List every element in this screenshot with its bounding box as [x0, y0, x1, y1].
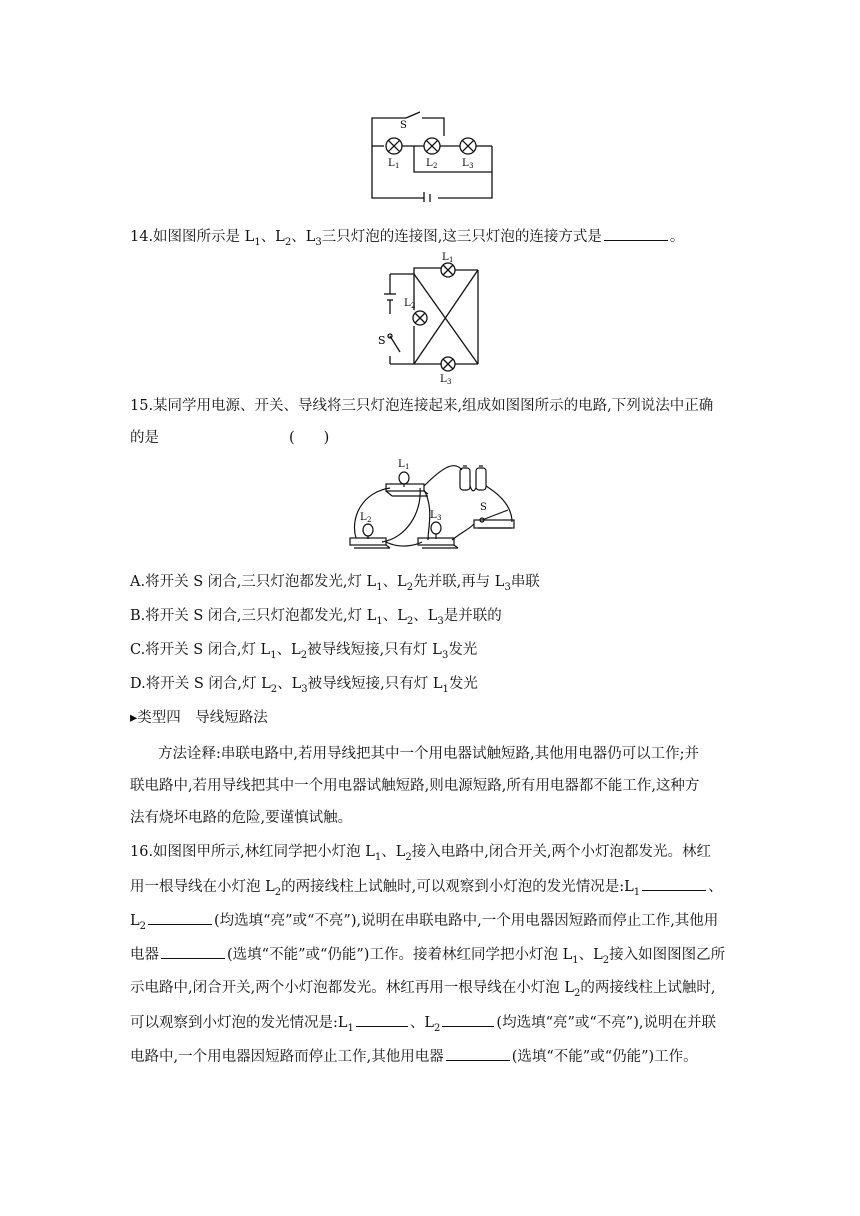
question-16-line2: 用一根导线在小灯泡 $L_2$的两接线柱上试触时,可以观察到小灯泡的发光情况是$:L_1$ 、 — [130, 876, 723, 903]
answer-blank[interactable] — [446, 1046, 510, 1061]
svg-text:3: 3 — [447, 378, 452, 386]
answer-blank[interactable] — [442, 1012, 494, 1027]
option-b[interactable]: B.将开关 S 闭合,三只灯泡都发光,灯 $L_1$、$L_2$、$L_3$是并联的 — [130, 608, 502, 627]
svg-text:2: 2 — [433, 162, 438, 170]
svg-text:3: 3 — [437, 514, 442, 522]
lamp-label-l2: L — [426, 158, 433, 169]
lamp-label-l2: L — [404, 298, 411, 309]
question-16-line7: 电路中,一个用电器因短路而停止工作,其他用电器 (选填“不能”或“仍能”)工作。 — [130, 1046, 698, 1067]
switch-label: S — [400, 120, 407, 131]
option-c[interactable]: C.将开关 S 闭合,灯 $L_1$、$L_2$被导线短接,只有灯 $L_3$发光 — [130, 642, 478, 661]
question-16-line4: 电器 (选填“不能”或“仍能”)工作。接着林红同学把小灯泡 $L_1$、$L_2$接入如图图图乙所 — [130, 944, 725, 971]
option-a[interactable]: A.将开关 S 闭合,三只灯泡都发光,灯 $L_1$、$L_2$先并联,再与 $L_3$串联 — [130, 574, 540, 593]
svg-text:1: 1 — [405, 463, 410, 471]
circuit-photo-q15 — [342, 458, 522, 554]
svg-text:3: 3 — [469, 162, 474, 170]
answer-blank[interactable] — [148, 910, 212, 925]
section-heading: ▸类型四 导线短路法 — [130, 710, 268, 726]
lamp-label-l2: L — [360, 512, 367, 523]
svg-text:2: 2 — [367, 516, 372, 524]
question-14: 14.如图图所示是 $L_1$、$L_2$、$L_3$三只灯泡的连接图,这三只灯泡的连接方式是 。 — [130, 226, 684, 253]
method-line1: 方法诠释:串联电路中,若用导线把其中一个用电器试触短路,其他用电器仍可以工作;并 — [158, 746, 699, 762]
lamp-label-l3: L — [430, 510, 437, 521]
lamp-label-l1: L — [442, 252, 449, 263]
question-16-line5: 示电路中,闭合开关,两个小灯泡都发光。林红再用一根导线在小灯泡 $L_2$的两接线柱上试触时, — [130, 980, 716, 999]
option-d[interactable]: D.将开关 S 闭合,灯 $L_2$、$L_3$被导线短接,只有灯 $L_1$发光 — [130, 676, 478, 695]
lamp-label-l3: L — [440, 374, 447, 385]
method-line2: 联电路中,若用导线把其中一个用电器试触短路,则电源短路,所有用电器都不能工作,这种方 — [130, 778, 700, 794]
svg-text:1: 1 — [395, 162, 400, 170]
switch-label: S — [480, 502, 487, 513]
circuit-diagram-q14 — [374, 252, 486, 386]
answer-blank[interactable] — [356, 1012, 408, 1027]
section-marker: ▸ — [130, 710, 138, 726]
question-16-line3: $L_2$ (均选填“亮”或“不亮”),说明在串联电路中,一个用电器因短路而停止工作,其他用 — [130, 910, 718, 937]
circuit-diagram-q13 — [362, 110, 502, 202]
lamp-label-l3: L — [462, 158, 469, 169]
answer-blank[interactable] — [161, 944, 225, 959]
switch-label: S — [378, 334, 386, 347]
question-16-line1: 16.如图图甲所示,林红同学把小灯泡 $L_1$、$L_2$接入电路中,闭合开关,两个小灯泡都发光。林红 — [130, 844, 712, 863]
answer-blank[interactable] — [642, 876, 706, 891]
question-16-line6: 可以观察到小灯泡的发光情况是$:L_1$ 、$L_2$ (均选填“亮”或“不亮”),说明在并联 — [130, 1012, 716, 1039]
answer-paren[interactable]: ( ) — [289, 430, 330, 446]
answer-blank[interactable] — [604, 226, 668, 241]
question-15-line2: 的是 ( ) — [130, 430, 330, 446]
method-line3: 法有烧坏电路的危险,要谨慎试触。 — [130, 810, 353, 826]
lamp-label-l1: L — [388, 158, 395, 169]
question-15-line1: 15.某同学用电源、开关、导线将三只灯泡连接起来,组成如图图所示的电路,下列说法中正确 — [130, 398, 714, 414]
svg-text:1: 1 — [449, 256, 454, 264]
lamp-label-l1: L — [398, 459, 405, 470]
svg-text:2: 2 — [411, 302, 416, 310]
